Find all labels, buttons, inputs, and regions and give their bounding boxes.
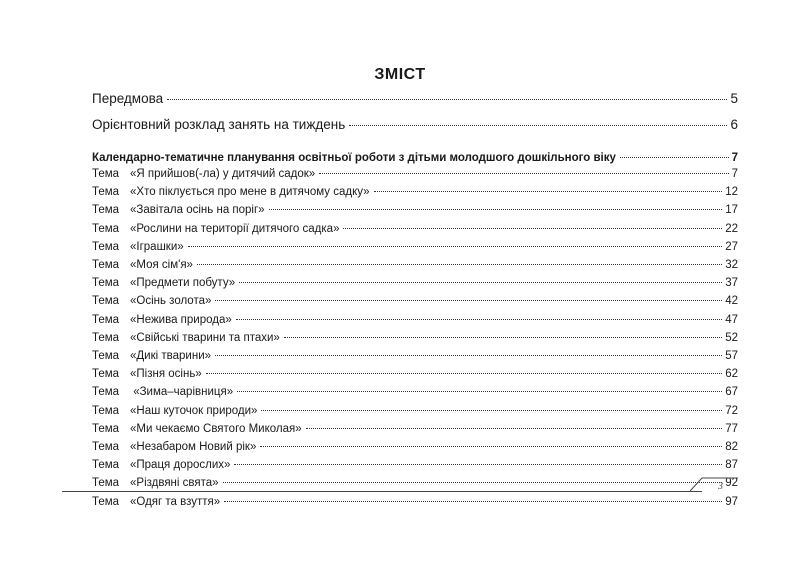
dot-leader bbox=[197, 264, 722, 265]
toc-theme-entry[interactable] bbox=[92, 368, 738, 380]
toc-theme-page: 82 bbox=[725, 441, 738, 453]
theme-name: «Моя сім'я» bbox=[130, 259, 193, 271]
theme-label: Тема bbox=[92, 350, 120, 362]
toc-theme-entry[interactable] bbox=[92, 241, 738, 253]
toc-theme-entry[interactable] bbox=[92, 405, 738, 417]
toc-theme-page: 77 bbox=[725, 422, 738, 435]
toc-theme-title bbox=[92, 314, 232, 326]
dot-leader bbox=[167, 99, 727, 100]
toc-theme-title bbox=[92, 168, 315, 180]
toc-theme-page: 7 bbox=[731, 168, 738, 180]
theme-label: Тема bbox=[92, 277, 120, 290]
theme-name: «Ми чекаємо Святого Миколая» bbox=[130, 422, 302, 435]
theme-label: Тема bbox=[92, 386, 120, 399]
theme-label: Тема bbox=[92, 422, 120, 435]
toc-theme-title bbox=[92, 295, 211, 307]
toc-theme-page: 27 bbox=[725, 240, 738, 253]
toc-theme-entry[interactable] bbox=[92, 332, 738, 344]
dot-leader bbox=[234, 464, 722, 465]
theme-label: Тема bbox=[92, 459, 120, 472]
theme-label: Тема bbox=[92, 168, 120, 180]
page-title: ЗМІСТ bbox=[374, 66, 426, 83]
toc-theme-page: 92 bbox=[725, 477, 738, 490]
theme-label: Тема bbox=[92, 495, 120, 508]
toc-entry-title: Передмова bbox=[92, 91, 164, 106]
theme-label: Тема bbox=[92, 477, 120, 490]
dot-leader bbox=[206, 373, 723, 374]
toc-theme-page: 97 bbox=[725, 495, 738, 508]
toc-theme-entry[interactable] bbox=[92, 496, 738, 508]
toc-theme-title bbox=[92, 459, 230, 471]
toc-theme-title bbox=[92, 350, 211, 362]
theme-label: Тема bbox=[92, 331, 120, 344]
toc-theme-page: 37 bbox=[725, 277, 738, 290]
dot-leader bbox=[319, 173, 728, 174]
toc-theme-page: 12 bbox=[725, 186, 738, 199]
toc-theme-entry[interactable] bbox=[92, 204, 738, 216]
toc-theme-title bbox=[92, 441, 256, 453]
dot-leader bbox=[261, 410, 722, 411]
toc-theme-title bbox=[92, 223, 339, 235]
toc-theme-entry[interactable] bbox=[92, 186, 738, 198]
toc-theme-title bbox=[92, 259, 193, 271]
theme-label: Тема bbox=[92, 313, 120, 326]
theme-name: «Праця дорослих» bbox=[130, 459, 231, 472]
dot-leader bbox=[269, 209, 723, 210]
toc-theme-entry[interactable] bbox=[92, 350, 738, 362]
toc-theme-entry[interactable] bbox=[92, 441, 738, 453]
dot-leader bbox=[260, 446, 722, 447]
theme-label: Тема bbox=[92, 295, 120, 308]
dot-leader bbox=[237, 391, 722, 392]
dot-leader bbox=[215, 355, 722, 356]
toc-theme-entry[interactable] bbox=[92, 277, 738, 289]
theme-name: «Предмети побуту» bbox=[130, 277, 236, 290]
toc-theme-entry[interactable] bbox=[92, 295, 738, 307]
theme-name: «Хто піклується про мене в дитячому садку» bbox=[130, 186, 370, 199]
toc-theme-page: 47 bbox=[725, 313, 738, 326]
toc-section-title: Календарно-тематичне планування освітньої роботи з дітьми молодшого дошкільного віку bbox=[92, 152, 616, 164]
toc-theme-title bbox=[92, 277, 235, 289]
toc-theme-page: 57 bbox=[725, 350, 738, 362]
dot-leader bbox=[374, 191, 723, 192]
theme-name: «Різдвяні свята» bbox=[130, 477, 219, 490]
toc-theme-entry[interactable] bbox=[92, 259, 738, 271]
theme-name: «Одяг та взуття» bbox=[130, 495, 221, 508]
dot-leader bbox=[284, 337, 722, 338]
toc-theme-page: 62 bbox=[725, 368, 738, 381]
toc-section-page: 7 bbox=[731, 152, 738, 164]
theme-label: Тема bbox=[92, 186, 120, 199]
theme-label: Тема bbox=[92, 222, 120, 235]
dot-leader bbox=[223, 482, 723, 483]
toc-theme-title bbox=[92, 423, 302, 435]
toc-entry-page: 6 bbox=[730, 117, 738, 132]
toc-theme-entry[interactable] bbox=[92, 168, 738, 180]
theme-name: «Осінь золота» bbox=[130, 295, 212, 308]
theme-name: «Дикі тварини» bbox=[130, 350, 212, 362]
toc-theme-page: 42 bbox=[725, 295, 738, 308]
theme-name: «Рослини на території дитячого садка» bbox=[130, 222, 340, 235]
toc-theme-title bbox=[92, 332, 280, 344]
theme-label: Тема bbox=[92, 404, 120, 417]
footer-rule bbox=[62, 491, 702, 492]
toc-entry-weekly-schedule[interactable] bbox=[92, 117, 738, 132]
theme-label: Тема bbox=[92, 368, 120, 381]
toc-theme-page: 22 bbox=[725, 222, 738, 235]
theme-label: Тема bbox=[92, 441, 120, 453]
toc-theme-entry[interactable] bbox=[92, 314, 738, 326]
theme-name: «Наш куточок природи» bbox=[130, 404, 258, 417]
theme-name: «Незабаром Новий рік» bbox=[130, 441, 257, 453]
theme-label: Тема bbox=[92, 259, 120, 271]
toc-theme-entry[interactable] bbox=[92, 223, 738, 235]
toc-theme-entry[interactable] bbox=[92, 386, 738, 398]
toc-theme-title bbox=[92, 496, 220, 508]
toc-section-calendar-planning[interactable] bbox=[92, 152, 738, 164]
dot-leader bbox=[239, 282, 722, 283]
dot-leader bbox=[215, 300, 722, 301]
toc-entry-title: Орієнтовний розклад занять на тиждень bbox=[92, 117, 346, 132]
theme-label: Тема bbox=[92, 204, 120, 217]
toc-theme-title bbox=[92, 204, 265, 216]
toc-theme-entry[interactable] bbox=[92, 423, 738, 435]
page-number: 3 bbox=[718, 481, 723, 492]
toc-theme-page: 32 bbox=[725, 259, 738, 271]
toc-theme-title bbox=[92, 368, 202, 380]
toc-theme-page: 72 bbox=[725, 404, 738, 417]
theme-label: Тема bbox=[92, 240, 120, 253]
toc-theme-title bbox=[92, 405, 257, 417]
toc-theme-title bbox=[92, 477, 219, 489]
footer-tab-shape bbox=[690, 476, 740, 494]
toc-theme-page: 87 bbox=[725, 459, 738, 472]
dot-leader bbox=[224, 501, 722, 502]
toc-entry-page: 5 bbox=[730, 91, 738, 106]
theme-name: «Я прийшов(-ла) у дитячий садок» bbox=[130, 168, 316, 180]
theme-name: «Пізня осінь» bbox=[130, 368, 202, 381]
dot-leader bbox=[349, 125, 727, 126]
toc-theme-title bbox=[92, 241, 184, 253]
toc-theme-entry[interactable] bbox=[92, 459, 738, 471]
toc-entry-preface[interactable] bbox=[92, 91, 738, 106]
dot-leader bbox=[620, 157, 729, 158]
toc-theme-page: 52 bbox=[725, 331, 738, 344]
dot-leader bbox=[306, 428, 723, 429]
theme-name: «Свійські тварини та птахи» bbox=[130, 331, 280, 344]
theme-name: «Нежива природа» bbox=[130, 313, 232, 326]
dot-leader bbox=[236, 319, 722, 320]
toc-theme-title bbox=[92, 186, 370, 198]
toc-theme-entry[interactable] bbox=[92, 477, 738, 489]
theme-name: «Завітала осінь на поріг» bbox=[130, 204, 265, 217]
dot-leader bbox=[188, 246, 723, 247]
dot-leader bbox=[343, 228, 722, 229]
theme-name: «Зима–чарівниця» bbox=[130, 386, 234, 399]
theme-name: «Іграшки» bbox=[130, 240, 184, 253]
toc-theme-page: 17 bbox=[725, 204, 738, 217]
toc-theme-title bbox=[92, 386, 233, 398]
toc-theme-page: 67 bbox=[725, 386, 738, 399]
